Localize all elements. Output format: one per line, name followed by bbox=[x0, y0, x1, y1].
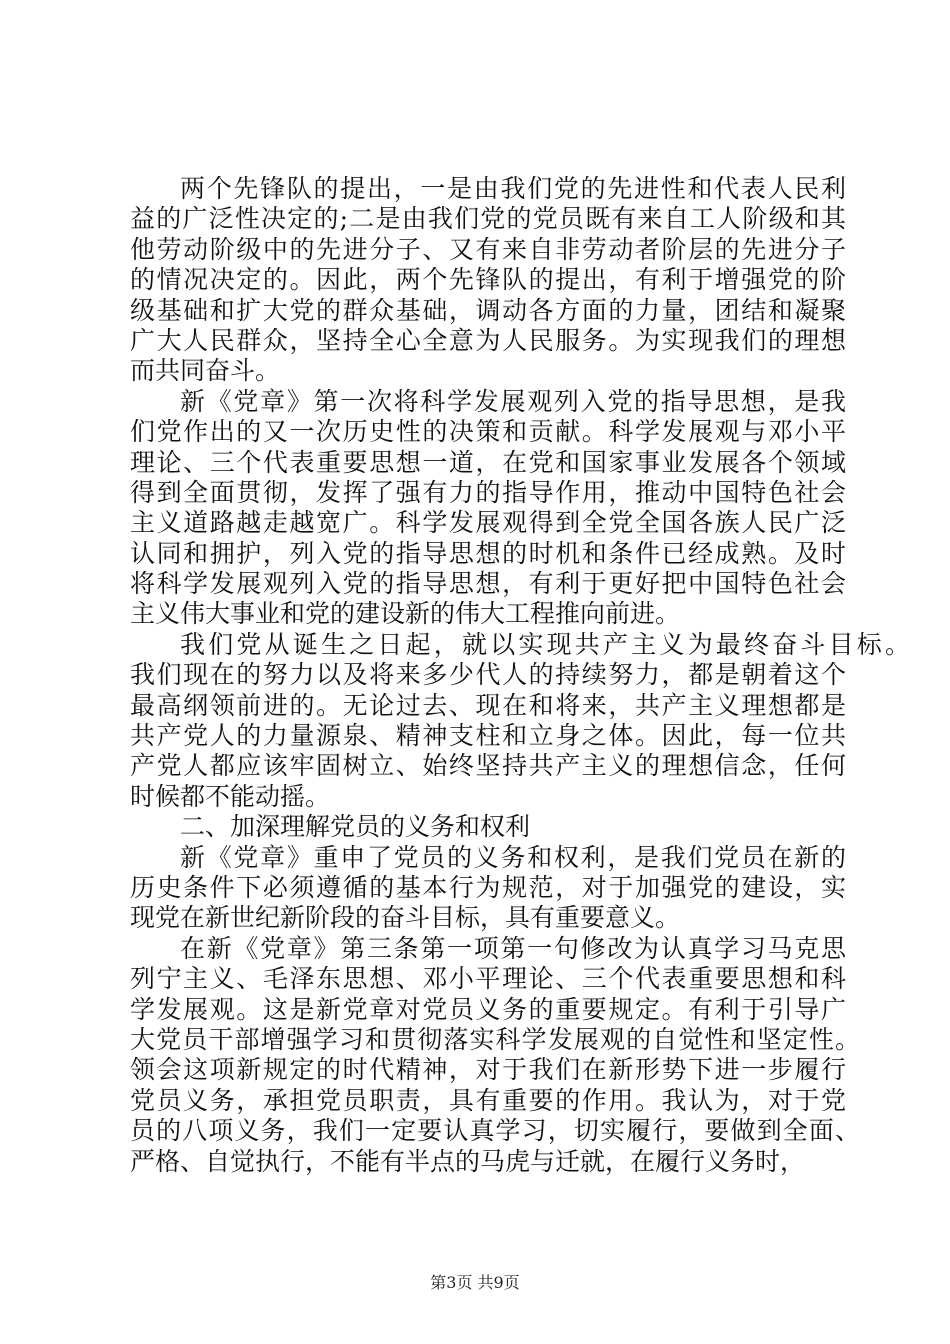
paragraph-line: 理论、三个代表重要思想一道，在党和国家事业发展各个领域 bbox=[130, 447, 846, 477]
paragraph-line: 在新《党章》第三条第一项第一句修改为认真学习马克思 bbox=[180, 933, 846, 963]
paragraph-line: 他劳动阶级中的先进分子、又有来自非劳动者阶层的先进分子 bbox=[130, 234, 846, 264]
paragraph-line: 我们现在的努力以及将来多少代人的持续努力，都是朝着这个 bbox=[130, 660, 846, 690]
paragraph-line: 两个先锋队的提出，一是由我们党的先进性和代表人民利 bbox=[180, 174, 846, 203]
paragraph-line: 新《党章》第一次将科学发展观列入党的指导思想，是我 bbox=[180, 386, 846, 416]
paragraph-line: 现党在新世纪新阶段的奋斗目标，具有重要意义。 bbox=[130, 903, 681, 933]
paragraph bbox=[130, 629, 910, 812]
paragraph bbox=[130, 933, 860, 1177]
paragraph-line: 二、加深理解党员的义务和权利 bbox=[180, 812, 531, 842]
paragraph-line: 将科学发展观列入党的指导思想，有利于更好把中国特色社会 bbox=[130, 569, 846, 599]
paragraph bbox=[130, 387, 846, 630]
paragraph bbox=[130, 174, 846, 387]
paragraph-line: 而共同奋斗。 bbox=[130, 356, 281, 386]
paragraph-line: 主义道路越走越宽广。科学发展观得到全党全国各族人民广泛 bbox=[130, 508, 846, 538]
paragraph-line: 历史条件下必须遵循的基本行为规范，对于加强党的建设，实 bbox=[130, 872, 846, 902]
paragraph-line: 党员义务，承担党员职责，具有重要的作用。我认为，对于党 bbox=[130, 1085, 846, 1115]
paragraph-line: 学发展观。这是新党章对党员义务的重要规定。有利于引导广 bbox=[130, 994, 846, 1024]
paragraph-line: 我们党从诞生之日起，就以实现共产主义为最终奋斗目标。 bbox=[180, 629, 910, 659]
page-footer: 第3页 共9页 bbox=[430, 1273, 520, 1292]
paragraph bbox=[130, 812, 846, 842]
paragraph-line: 严格、自觉执行，不能有半点的马虎与迁就，在履行义务时， bbox=[130, 1146, 806, 1176]
paragraph-line: 的情况决定的。因此，两个先锋队的提出，有利于增强党的阶 bbox=[130, 265, 846, 295]
paragraph-line: 认同和拥护，列入党的指导思想的时机和条件已经成熟。及时 bbox=[130, 538, 846, 568]
paragraph-line: 广大人民群众，坚持全心全意为人民服务。为实现我们的理想 bbox=[130, 325, 846, 355]
paragraph-line: 益的广泛性决定的;二是由我们党的党员既有来自工人阶级和其 bbox=[130, 204, 846, 234]
paragraph-line: 列宁主义、毛泽东思想、邓小平理论、三个代表重要思想和科 bbox=[130, 964, 846, 994]
paragraph-line: 产党人都应该牢固树立、始终坚持共产主义的理想信念，任何 bbox=[130, 751, 846, 781]
paragraph-line: 级基础和扩大党的群众基础，调动各方面的力量，团结和凝聚 bbox=[130, 295, 846, 325]
paragraph-line: 最高纲领前进的。无论过去、现在和将来，共产主义理想都是 bbox=[130, 690, 846, 720]
paragraph-line: 得到全面贯彻，发挥了强有力的指导作用，推动中国特色社会 bbox=[130, 477, 846, 507]
paragraph-line: 大党员干部增强学习和贯彻落实科学发展观的自觉性和坚定性。 bbox=[130, 1024, 860, 1054]
paragraph-line: 共产党人的力量源泉、精神支柱和立身之体。因此，每一位共 bbox=[130, 721, 846, 751]
paragraph-line: 们党作出的又一次历史性的决策和贡献。科学发展观与邓小平 bbox=[130, 417, 846, 447]
paragraph-line: 员的八项义务，我们一定要认真学习，切实履行，要做到全面、 bbox=[130, 1116, 860, 1146]
document-body bbox=[130, 174, 910, 1177]
paragraph-line: 领会这项新规定的时代精神，对于我们在新形势下进一步履行 bbox=[130, 1055, 846, 1085]
paragraph-line: 新《党章》重申了党员的义务和权利，是我们党员在新的 bbox=[180, 842, 846, 872]
paragraph bbox=[130, 843, 846, 934]
paragraph-line: 时候都不能动摇。 bbox=[130, 781, 331, 811]
paragraph-line: 主义伟大事业和党的建设新的伟大工程推向前进。 bbox=[130, 599, 681, 629]
